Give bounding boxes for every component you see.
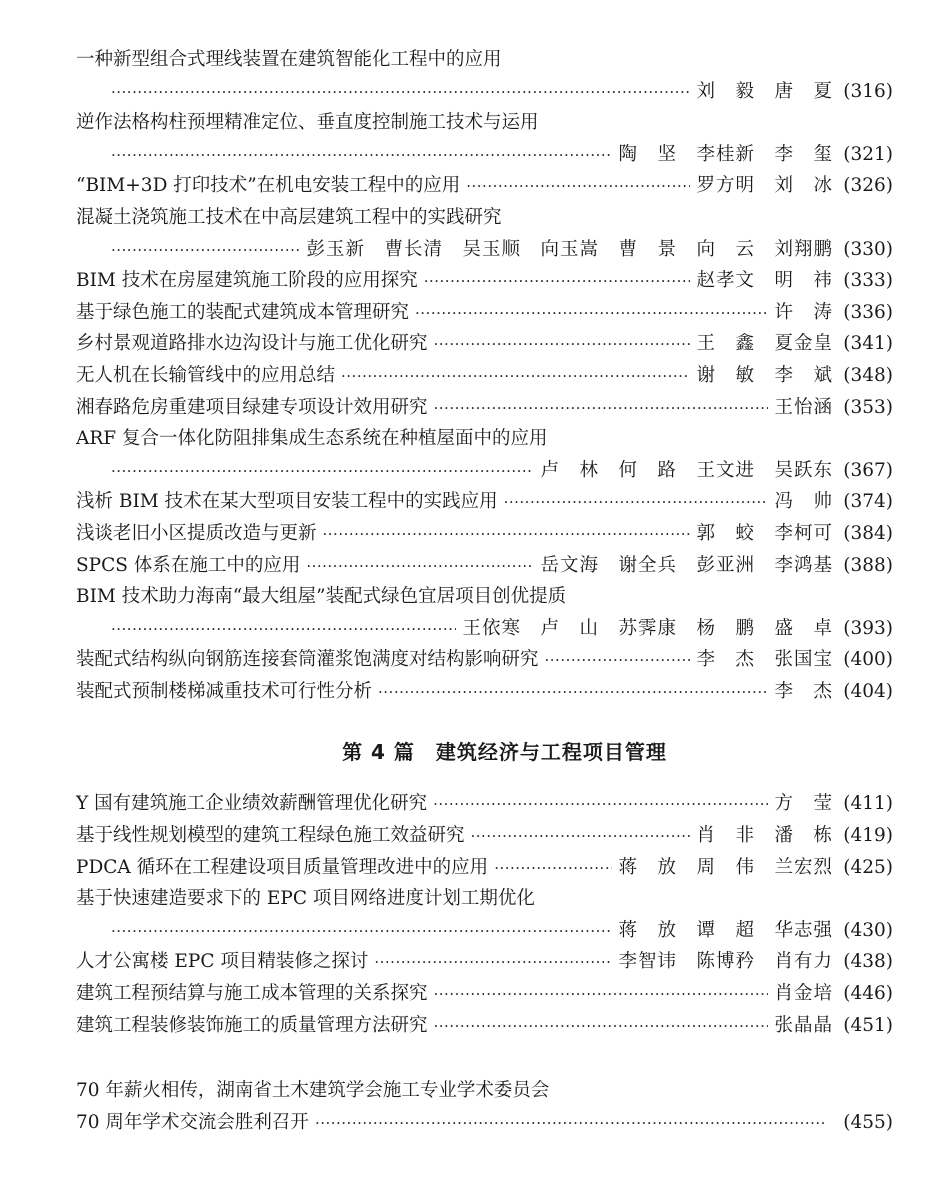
toc-line <box>76 676 893 708</box>
toc-title-line <box>76 44 893 76</box>
entry-title: 逆作法格构柱预埋精准定位、垂直度控制施工技术与运用 <box>76 112 539 134</box>
entry-title: 基于快速建造要求下的 EPC 项目网络进度计划工期优化 <box>76 888 535 910</box>
toc-line <box>76 297 893 329</box>
entry-authors: 许 涛 <box>774 301 833 323</box>
toc-line <box>76 1010 893 1042</box>
toc-entry <box>76 518 893 550</box>
entry-authors: 肖金培 <box>774 983 833 1005</box>
toc-entry <box>76 107 893 170</box>
entry-title: 基于绿色施工的装配式建筑成本管理研究 <box>76 301 410 323</box>
entry-authors: 李 杰 <box>774 680 833 702</box>
entry-title: Y 国有建筑施工企业绩效薪酬管理优化研究 <box>76 793 428 815</box>
entry-title: 70 年薪火相传，湖南省土木建筑学会施工专业学术委员会 <box>76 1080 550 1102</box>
entry-authors: 蒋 放 周 伟 兰宏烈 <box>618 856 833 878</box>
leader-dots <box>434 393 769 425</box>
toc-entry <box>76 946 893 978</box>
entry-title: 一种新型组合式理线装置在建筑智能化工程中的应用 <box>76 49 502 70</box>
toc-entry <box>76 978 893 1010</box>
leader-dots <box>434 329 691 361</box>
leader-dots <box>111 140 612 172</box>
entry-title: 湘春路危房重建项目绿建专项设计效用研究 <box>76 396 428 418</box>
toc-entry <box>76 581 893 644</box>
entry-authors: 陶 坚 李桂新 李 玺 <box>618 143 833 165</box>
entry-page: (455) <box>843 1111 893 1133</box>
toc-line <box>76 518 893 550</box>
entry-page: (430) <box>843 919 893 941</box>
table-of-contents <box>76 44 893 1138</box>
leader-dots <box>111 456 534 488</box>
leader-dots <box>494 853 612 885</box>
toc-title-line <box>76 581 893 613</box>
entry-authors: 郭 蛟 李柯可 <box>696 522 833 544</box>
entry-page: (404) <box>843 680 893 702</box>
entry-title: 混凝土浇筑施工技术在中高层建筑工程中的实践研究 <box>76 206 502 228</box>
entry-title: 人才公寓楼 EPC 项目精装修之探讨 <box>76 951 369 973</box>
toc-entries-part-b <box>76 788 893 1041</box>
toc-entry <box>76 788 893 820</box>
leader-dots <box>466 171 690 203</box>
toc-title-line <box>76 1075 893 1107</box>
leader-dots <box>111 235 300 267</box>
leader-dots <box>378 677 768 709</box>
toc-title-line <box>76 107 893 139</box>
entry-page: (330) <box>843 238 893 260</box>
toc-title-line <box>76 202 893 234</box>
leader-dots <box>504 487 769 519</box>
section-heading: 第 4 篇 建筑经济与工程项目管理 <box>342 740 667 765</box>
toc-line <box>76 265 893 297</box>
entry-page: (393) <box>843 617 893 639</box>
entry-authors: 李 杰 张国宝 <box>696 649 833 671</box>
toc-line <box>76 852 893 884</box>
entry-page: (411) <box>843 793 893 815</box>
entry-authors: 肖 非 潘 栋 <box>696 825 833 847</box>
leader-dots <box>341 361 690 393</box>
entry-page: (388) <box>843 554 893 576</box>
entry-title: BIM 技术在房屋建筑施工阶段的应用探究 <box>76 270 418 292</box>
entry-title: 浅谈老旧小区提质改造与更新 <box>76 522 317 544</box>
toc-entry <box>76 360 893 392</box>
toc-title-line <box>76 423 893 455</box>
toc-line <box>76 788 893 820</box>
entry-title: 浅析 BIM 技术在某大型项目安装工程中的实践应用 <box>76 491 498 513</box>
entry-page: (316) <box>843 80 893 102</box>
entry-title: SPCS 体系在施工中的应用 <box>76 554 301 576</box>
toc-entries-part-a <box>76 44 893 707</box>
leader-dots <box>323 519 691 551</box>
toc-detail-line <box>76 915 893 947</box>
entry-authors: 张晶晶 <box>774 1014 833 1036</box>
toc-line <box>76 360 893 392</box>
toc-entry <box>76 297 893 329</box>
leader-dots <box>424 266 691 298</box>
toc-entry <box>76 820 893 852</box>
toc-detail-line <box>76 76 893 108</box>
entry-title: “BIM+3D 打印技术”在机电安装工程中的应用 <box>76 175 461 197</box>
leader-dots <box>434 979 769 1011</box>
entry-authors: 岳文海 谢全兵 彭亚洲 李鸿基 <box>540 554 833 576</box>
entry-title: PDCA 循环在工程建设项目质量管理改进中的应用 <box>76 856 489 878</box>
leader-dots <box>545 645 691 677</box>
entry-page: (367) <box>843 459 893 481</box>
entry-title: ARF 复合一体化防阻排集成生态系统在种植屋面中的应用 <box>76 428 548 450</box>
entry-page: (400) <box>843 649 893 671</box>
entry-page: (348) <box>843 364 893 386</box>
toc-title-line <box>76 883 893 915</box>
entry-authors: 蒋 放 谭 超 华志强 <box>618 919 833 941</box>
entry-page: (438) <box>843 951 893 973</box>
entry-title-cont: 70 周年学术交流会胜利召开 <box>76 1111 309 1133</box>
leader-dots <box>374 947 612 979</box>
toc-entry <box>76 44 893 107</box>
toc-entry <box>76 883 893 946</box>
entry-page: (384) <box>843 522 893 544</box>
entry-authors: 冯 帅 <box>774 491 833 513</box>
leader-dots <box>471 821 691 853</box>
toc-line <box>76 392 893 424</box>
toc-entry <box>76 202 893 265</box>
entry-authors: 谢 敏 李 斌 <box>696 364 833 386</box>
leader-dots <box>111 916 612 948</box>
entry-authors: 赵孝文 明 祎 <box>696 270 833 292</box>
toc-line <box>76 486 893 518</box>
entry-page: (419) <box>843 825 893 847</box>
entry-title: 乡村景观道路排水边沟设计与施工优化研究 <box>76 333 428 355</box>
toc-entry <box>76 265 893 297</box>
leader-dots <box>434 1011 769 1043</box>
toc-entry <box>76 852 893 884</box>
entry-title: 建筑工程预结算与施工成本管理的关系探究 <box>76 983 428 1005</box>
entry-authors: 王依寒 卢 山 苏霁康 杨 鹏 盛 卓 <box>462 617 833 639</box>
entry-page: (321) <box>843 143 893 165</box>
entry-title: BIM 技术助力海南“最大组屋”装配式绿色宜居项目创优提质 <box>76 586 567 608</box>
toc-detail-line <box>76 613 893 645</box>
toc-entry <box>76 486 893 518</box>
toc-line <box>76 820 893 852</box>
toc-line <box>76 978 893 1010</box>
entry-authors: 刘 毅 唐 夏 <box>696 80 833 102</box>
toc-entry <box>76 423 893 486</box>
entry-title: 装配式结构纵向钢筋连接套筒灌浆饱满度对结构影响研究 <box>76 649 539 671</box>
entry-page: (374) <box>843 491 893 513</box>
toc-entry <box>76 328 893 360</box>
toc-line <box>76 170 893 202</box>
entry-authors: 王怡涵 <box>774 396 833 418</box>
toc-line <box>76 550 893 582</box>
entry-title: 建筑工程装修装饰施工的质量管理方法研究 <box>76 1014 428 1036</box>
leader-dots <box>306 551 534 583</box>
entry-title: 基于线性规划模型的建筑工程绿色施工效益研究 <box>76 825 465 847</box>
toc-line <box>76 328 893 360</box>
entry-page: (451) <box>843 1014 893 1036</box>
entry-page: (326) <box>843 175 893 197</box>
entry-authors: 王 鑫 夏金皇 <box>696 333 833 355</box>
leader-dots <box>111 77 690 109</box>
entry-authors: 方 莹 <box>774 793 833 815</box>
toc-entry <box>76 644 893 676</box>
entry-page: (333) <box>843 270 893 292</box>
toc-entry <box>76 550 893 582</box>
entry-page: (336) <box>843 301 893 323</box>
toc-entry-final <box>76 1075 893 1138</box>
entry-page: (446) <box>843 983 893 1005</box>
entry-title: 装配式预制楼梯减重技术可行性分析 <box>76 680 373 702</box>
entry-title: 无人机在长输管线中的应用总结 <box>76 364 336 386</box>
leader-dots <box>415 298 768 330</box>
entry-authors: 卢 林 何 路 王文进 吴跃东 <box>540 459 833 481</box>
entry-page: (425) <box>843 856 893 878</box>
toc-detail-line <box>76 1107 893 1139</box>
toc-entry <box>76 676 893 708</box>
entry-page: (353) <box>843 396 893 418</box>
toc-detail-line <box>76 139 893 171</box>
toc-line <box>76 946 893 978</box>
leader-dots <box>111 614 456 646</box>
entry-page: (341) <box>843 333 893 355</box>
toc-entry <box>76 170 893 202</box>
toc-line <box>76 644 893 676</box>
leader-dots <box>315 1108 827 1140</box>
entry-authors: 李智讳 陈博矜 肖有力 <box>618 951 833 973</box>
entry-authors: 彭玉新 曹长清 吴玉顺 向玉嵩 曹 景 向 云 刘翔鹏 <box>306 238 833 260</box>
entry-authors: 罗方明 刘 冰 <box>696 175 833 197</box>
toc-detail-line <box>76 234 893 266</box>
spacer <box>76 1041 893 1075</box>
leader-dots <box>433 789 768 821</box>
toc-detail-line <box>76 455 893 487</box>
toc-entry <box>76 1010 893 1042</box>
toc-entry <box>76 392 893 424</box>
